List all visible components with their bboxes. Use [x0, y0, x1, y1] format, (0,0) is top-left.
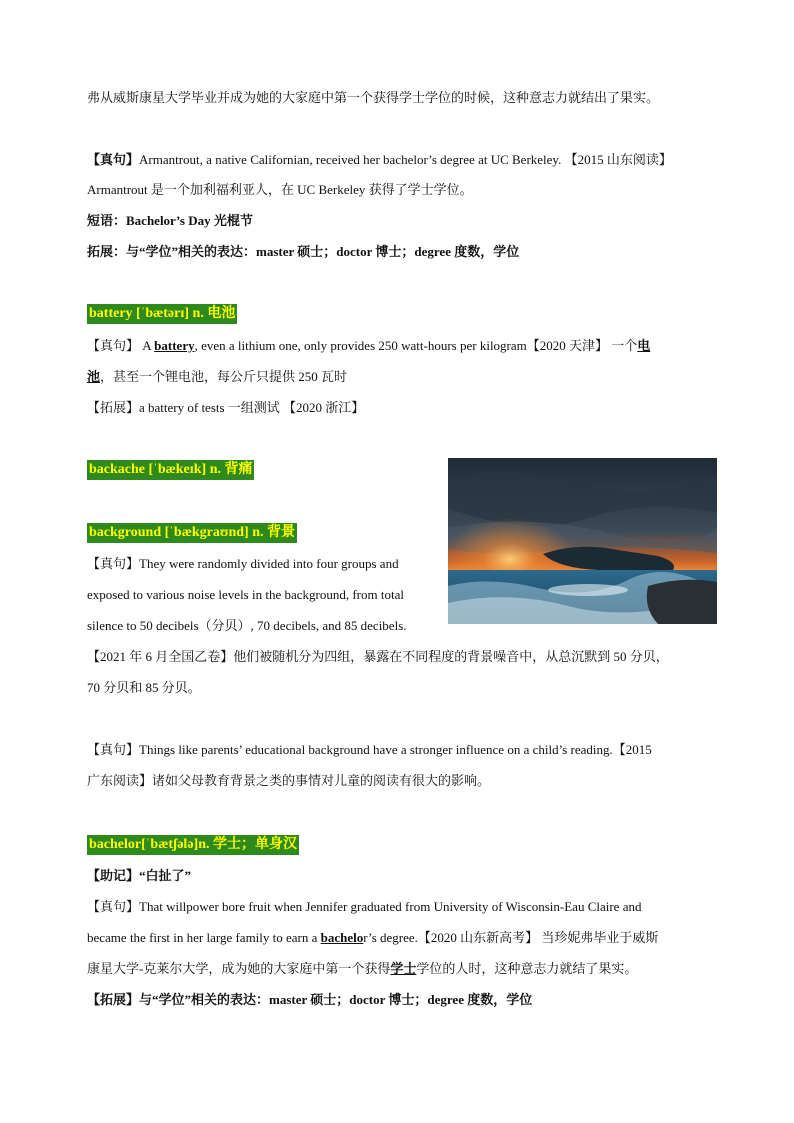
- bachelor-extend: 【拓展】与“学位”相关的表达：master 硕士；doctor 博士；degree 度数，学位: [87, 992, 533, 1007]
- bachelor-line3: [87, 961, 637, 977]
- battery-sentence-line1: [87, 338, 650, 354]
- background-line3: silence to 50 decibels（分贝）, 70 decibels, and 85 decibels.: [87, 618, 407, 633]
- bachelor-line2-pre: became the first in her large family to earn a: [87, 930, 321, 945]
- bachelor-prev-phrase: 短语：Bachelor’s Day 光棍节: [87, 213, 253, 228]
- battery-translation: ，甚至一个锂电池，每公斤只提供 250 瓦时: [100, 369, 348, 384]
- background-line4: 【2021 年 6 月全国乙卷】他们被随机分为四组，暴露在不同程度的背景噪音中，从总沉默到 50 分贝，: [87, 649, 669, 664]
- bachelor-prev-sentence-cn: Armantrout 是一个加利福利亚人，在 UC Berkeley 获得了学士学位。: [87, 182, 473, 197]
- seascape-photo: [448, 458, 717, 624]
- background-line7: 广东阅读】诸如父母教育背景之类的事情对儿童的阅读有很大的影响。: [87, 773, 491, 788]
- battery-keyword-cn: 电: [637, 338, 651, 353]
- battery-keyword: battery: [154, 338, 195, 353]
- sentence-text: Armantrout, a native Californian, received her bachelor’s degree at UC Berkeley. 【2015 山东阅读】: [139, 152, 672, 167]
- background-line6: 【真句】Things like parents’ educational background have a stronger influence on a child’s reading.【2015: [87, 742, 652, 757]
- intro-line: 弗从威斯康星大学毕业并成为她的大家庭中第一个获得学士学位的时候，这种意志力就结出了果实。: [87, 90, 660, 105]
- battery-sentence-post: , even a lithium one, only provides 250 watt-hours per kilogram【2020 天津】 一个: [194, 338, 638, 353]
- bachelor-line2-post: r’s degree.【2020 山东新高考】 当珍妮弗毕业于威斯: [363, 930, 659, 945]
- bachelor-heading: bachelor[ˈbætʃələ]n. 学士；单身汉: [87, 835, 299, 855]
- bachelor-line1: 【真句】That willpower bore fruit when Jennifer graduated from University of Wisconsin-Eau Claire and: [87, 899, 642, 914]
- bachelor-mnemonic: 【助记】“白扯了”: [87, 868, 192, 883]
- battery-sentence-pre: 【真句】 A: [87, 338, 155, 353]
- bachelor-line3-post: 学位的人时，这种意志力就结了果实。: [416, 961, 638, 976]
- background-line2: exposed to various noise levels in the background, from total: [87, 587, 404, 602]
- background-line1: 【真句】They were randomly divided into four groups and: [87, 556, 399, 571]
- bachelor-prev-extend: 拓展：与“学位”相关的表达：master 硕士；doctor 博士；degree 度数，学位: [87, 244, 520, 259]
- bachelor-line3-pre: 康星大学-克莱尔大学，成为她的大家庭中第一个获得: [87, 961, 391, 976]
- battery-extend: 【拓展】a battery of tests 一组测试 【2020 浙江】: [87, 400, 365, 415]
- backache-heading: backache [ˈbækeɪk] n. 背痛: [87, 460, 254, 480]
- bachelor-keyword-cn: 学士: [390, 961, 417, 976]
- bachelor-keyword: bachelo: [320, 930, 364, 945]
- battery-keyword-cn2: 池: [87, 369, 101, 384]
- battery-sentence-line2: [87, 369, 347, 385]
- background-heading: background [ˈbækgraʊnd] n. 背景: [87, 523, 297, 543]
- background-line5: 70 分贝和 85 分贝。: [87, 680, 201, 695]
- sentence-label: 【真句】: [87, 152, 140, 167]
- battery-heading: battery [ˈbætərɪ] n. 电池: [87, 304, 237, 324]
- seascape-sunset-photo-icon: [448, 458, 717, 624]
- bachelor-prev-sentence-en: [87, 152, 672, 168]
- bachelor-line2: [87, 930, 658, 946]
